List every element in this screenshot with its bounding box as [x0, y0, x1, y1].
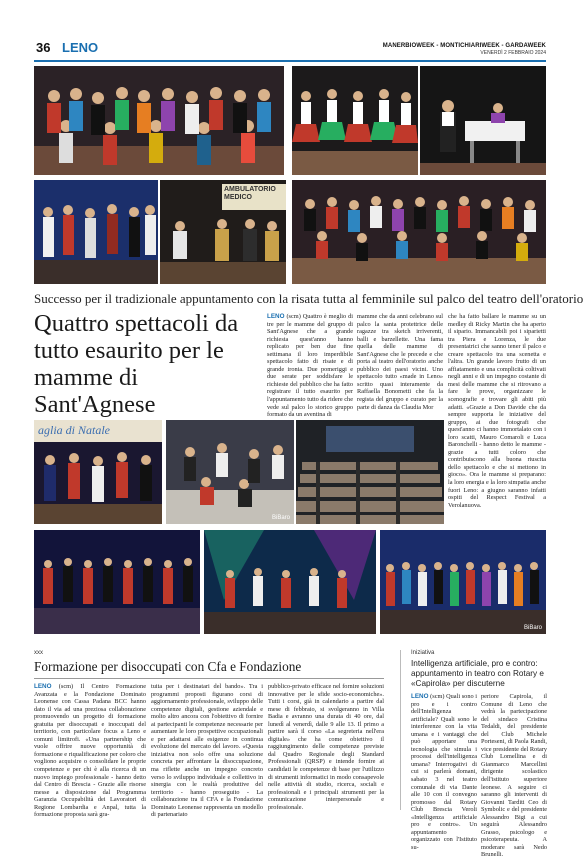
article3-col1-text: (scm) Quali sono i pro e i contro dell'Intelligenza artificiale? Quali sono le interferenze con la vita umana e i vantaggi che può apportare una tecnologia che simula i processi dell'intelligenza umana? Interrogativi di cui si parlerà domani, sabato 3 nel teatro comunale di via Dante alle 10 con il convegno promosso dal Rotary Club Brescia Veroli «Intelligenza artificiale pro e contro». Un appuntamento organizzato con l'Istituto su- — [411, 693, 477, 851]
header-divider — [34, 60, 546, 62]
photo-group-stage — [34, 66, 284, 175]
article3-kicker: Iniziativa — [411, 650, 435, 656]
article3-col2-text: periore Capirola, il Comune di Leno che vedrà la partecipazione del sindaco Cristina Tedaldi, del presidente del Club Michele Porteseni, di Paola Randi, vice presidente del Rotary Club Lomellina e di Gianmarco Marcellini dirigente scolastico dell'istituto superiore leonese. A seguire ci saranno gli interventi di Giovanni Tarditi Ceo di Symbolic e del presidente Alessandro Bigi a cui seguirà Alessandro Grasso, psicologo e psicoterapeuta. A moderare sarà Nedo Brunelli. — [481, 693, 547, 859]
article1-col1-text: (scm) Quattro è meglio di tre per le mamme del gruppo di Sant'Agnese che a grande richiesta quest'anno hanno replicato per ben due fine settimana il loro imperdibile spettacolo fatto di risate e di grande ironia. Due pomeriggi e due serate per soddisfare le richieste del pubblico che ha fatto registrare il tutto esaurito per l'appuntamento tutto da ridere che vede sul palco lo storico gruppo formato da un aventina di — [267, 313, 353, 419]
article2-location-tag: LENO — [34, 683, 52, 690]
photo-dinner-scene — [420, 66, 546, 175]
article1-col2-text: mamme che da anni celebrano sul palco la santa protettrice delle ragazze tra sketch irriverenti, balli e barzellette. Una fama quella delle mamme di Sant'Agnese che le precede e che porta al teatro dell'oratorio anche pubblico dei paesi vicini. Uno spettacolo tutto «made in Leno» scritto quasi interamente da Raffaella Bonometti che fa la regista del gruppo e curato per la parte di danza da Claudia Mor — [357, 313, 443, 411]
photo-costumed-cast — [34, 180, 158, 284]
photo-theatre-audience — [296, 420, 444, 524]
article3-col1 — [411, 693, 477, 851]
article2-divider — [34, 678, 384, 679]
photo-clinic-sketch — [160, 180, 286, 284]
photo-logo: BiBaro — [271, 515, 290, 521]
article2-title: Formazione per disoccupati con Cfa e Fondazione — [34, 659, 302, 674]
article2-kicker: xxx — [34, 650, 43, 656]
stage-sign-text: aglia di Natale — [38, 423, 110, 437]
article1-col1 — [267, 313, 353, 419]
article2-col1 — [34, 683, 146, 819]
photo-colourful-lights — [204, 530, 376, 634]
article1-col3 — [448, 313, 546, 525]
photo-crowd-finale — [380, 530, 546, 634]
photo-dance-poses — [166, 420, 294, 524]
article2-col1-text: (scm) Il Centro Formazione Avanzata e la Fondazione Dominato Leonense con Cassa Padana BCC hanno dato il via ad una preziosa collaborazione promuovendo un progetto di formazione gratuita per disoccupati e inoccupati del territorio, con particolare focus a Leno e comuni limitrofi. «Una partnership che vuole offrire nuove opportunità di formazione e riqualificazione per coloro che vogliono acquisire o consolidare le proprie competenze e per chi è alla ricerca di un nuovo impiego professionale - hanno detto dal Centro di Brescia - Grazie alle risorse messe a disposizione dal Programma Garanzia Occupabilità dei Lavoratori di Regione Lombardia e Anpal, tutta la formazione proposta sarà gra- — [34, 683, 146, 819]
photo-christmas-scene — [34, 420, 162, 524]
article1-location-tag: LENO — [267, 313, 285, 320]
photo-dancers-skirts — [292, 66, 418, 175]
article3-title: Intelligenza artificiale, pro e contro: appuntamento in teatro con Rotary e «Capirola» per discuterne — [411, 659, 544, 688]
article1-subhead: Successo per il tradizionale appuntamento con la risata tutta al femminile sul palco del teatro dell'oratorio — [34, 291, 583, 306]
masthead — [383, 43, 546, 56]
article3-col2 — [481, 693, 547, 859]
article3-location-tag: LENO — [411, 693, 429, 700]
article1-title: Quattro spettacoli da tutto esaurito per le mamme di Sant'Agnese — [34, 310, 239, 418]
article2-col3-text: pubblico-privato efficace nel fornire soluzioni innovative per le sfide socio-economiche». Tutti i corsi, già in calendario a partire dal mese di febbraio, si svolgeranno in Villa Badia e avranno una durata di 40 ore, dal lunedì al venerdì, dalle 9 alle 13. Il primo a partire sarà il corso «La segreteria nell'era digitale» che ha come obiettivo il raggiungimento delle competenze previste dal Quadro Regionale degli Standard Professionali (QRSP) e intende fornire ai candidati le competenze di base per l'utilizzo di strumenti informatici in modo consapevole nelle attività di studio, ricerca, sociali e professionali e i principali strumenti per la comunicazione interpersonale e professionale. — [268, 683, 384, 811]
article1-col3-text: che ha fatto ballare le mamme su un medley di Ricky Martin che ha aperto il sipario. Immancabili poi i siparietti tra Piera e Lorenza, le due presentatrici che sanno tener il palco e creare spettacolo tra una scenetta e l'altra. Un grande lavoro frutto di un affiatamento e una complicità coltivati negli anni e di un impegno costante di mesi delle mamme che si ritrovano a fare le prove, organizzare le scenografie e trovare gli abiti più adatti. «Grazie a Don Davide che da sempre supporta le iniziative del gruppo, ai due fotografi che quest'anno ci hanno immortalato con i loro scatti, Mauro Comaroli e Luca Baronchelli - hanno detto le mamme - grazie a tutti coloro che contribuiscono alla buona riuscita dello spettacolo e che si mettono in gioco». Ora le mamme si preparano: la loro energia e la loro simpatia anche fuori Leno: a giugno saranno infatti ospiti del Respect Festival a Verolanuova. — [448, 313, 546, 509]
page-number: 36 — [36, 40, 51, 55]
article1-col2 — [357, 313, 443, 415]
column-divider — [400, 650, 401, 810]
article2-col2-text: tuita per i destinatari del bando». Tra i programmi proposti figurano corsi di aggiornamento professionale, sviluppo delle competenze digitali, gestione aziendale e molto altro ancora con l'obiettivo di fornire ai partecipanti le competenze necessarie per aumentare le loro prospettive occupazionali e per adattarsi alle esigenze in continua evoluzione del mercato del lavoro. «Questa iniziativa non solo offre una soluzione concreta per affrontare la disoccupazione, ma riflette anche un impegno concreto verso lo sviluppo individuale e collettivo in sinergia con le realtà produttive del territorio - hanno proseguito - La collaborazione tra il CFA e la Fondazione Dominato Leonense rappresenta un modello di partenariato — [151, 683, 263, 819]
newspaper-name: MANERBIOWEEK - MONTICHIARIWEEK - GARDAWEEK — [382, 43, 546, 49]
photo-logo-2: BiBaro — [523, 625, 542, 631]
article2-col3 — [268, 683, 384, 809]
article2-col2 — [151, 683, 263, 819]
issue-date: VENERDÌ 2 FEBBRAIO 2024 — [480, 50, 546, 56]
photo-group-seated — [292, 180, 546, 284]
banner-ambulatorio: AMBULATORIO MEDICO — [224, 186, 276, 201]
section-title: LENO — [62, 40, 99, 55]
photo-line-dance — [34, 530, 200, 634]
